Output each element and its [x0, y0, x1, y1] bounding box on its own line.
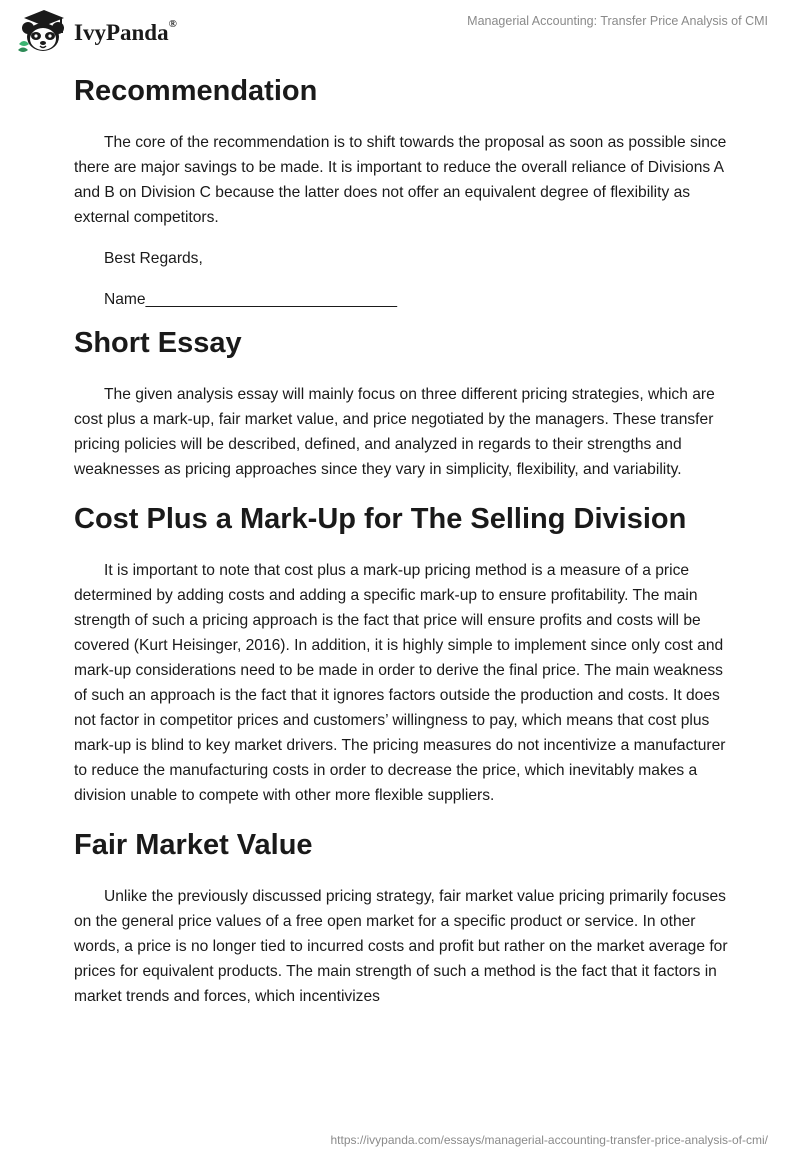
section-recommendation [74, 70, 734, 312]
registered-mark: ® [168, 18, 177, 31]
paragraph: The core of the recommendation is to shift towards the proposal as soon as possible since there are major savings to be made. It is important to reduce the overall reliance of Divisions A and B on Division C because the latter does not offer an equivalent degree of flexibility as external competitors. [74, 134, 727, 226]
ivypanda-logo[interactable] [14, 8, 177, 56]
paragraph: It is important to note that cost plus a mark-up pricing method is a measure of a price determined by adding costs and adding a specific mark-up to ensure profitability. The main strength of such a pricing approach is the fact that price will ensure profits and costs will be covered (Kurt Heisinger, 2016). In addition, it is highly simple to implement since only cost and mark-up considerations need to be made in order to derive the final price. The main weakness of such an approach is the fact that it ignores factors outside the production and costs. It does not factor in competitor prices and customers’ willingness to pay, which means that cost plus mark-up is blind to key market drivers. The pricing measures do not incentivize a manufacturer to reduce the manufacturing costs in order to decrease the price, which inevitably makes a division unable to compete with other more flexible suppliers. [74, 562, 726, 804]
page-header [0, 0, 800, 60]
section-heading: Cost Plus a Mark-Up for The Selling Division [74, 503, 687, 535]
section-heading: Short Essay [74, 327, 242, 359]
source-url[interactable]: https://ivypanda.com/essays/managerial-accounting-transfer-price-analysis-of-cmi/ [330, 1133, 768, 1147]
logo-text: IvyPanda® [74, 18, 177, 45]
panda-graduate-icon [14, 8, 70, 56]
paragraph: The given analysis essay will mainly focus on three different pricing strategies, which are cost plus a mark-up, fair market value, and price negotiated by the managers. These transfer pricing policies will be described, defined, and analyzed in regards to their strengths and weaknesses as pricing approaches since they vary in simplicity, flexibility, and variability. [74, 386, 715, 478]
essay-content [74, 70, 734, 1009]
paragraph: Unlike the previously discussed pricing strategy, fair market value pricing primarily focuses on the general price values of a free open market for a specific product or service. In other words, a price is no longer tied to incurred costs and profit but rather on the market average for prices for equivalent products. The main strength of such a method is the fact that it factors in market trends and forces, which incentivizes [74, 888, 728, 1005]
section-short-essay [74, 322, 734, 482]
name-line: Name_____________________________ [104, 291, 398, 308]
section-heading: Fair Market Value [74, 829, 313, 861]
document-title: Managerial Accounting: Transfer Price Analysis of CMI [467, 14, 768, 28]
section-fair-market [74, 824, 734, 1009]
closing-line: Best Regards, [104, 250, 203, 267]
section-cost-plus [74, 498, 734, 808]
section-heading: Recommendation [74, 75, 318, 107]
